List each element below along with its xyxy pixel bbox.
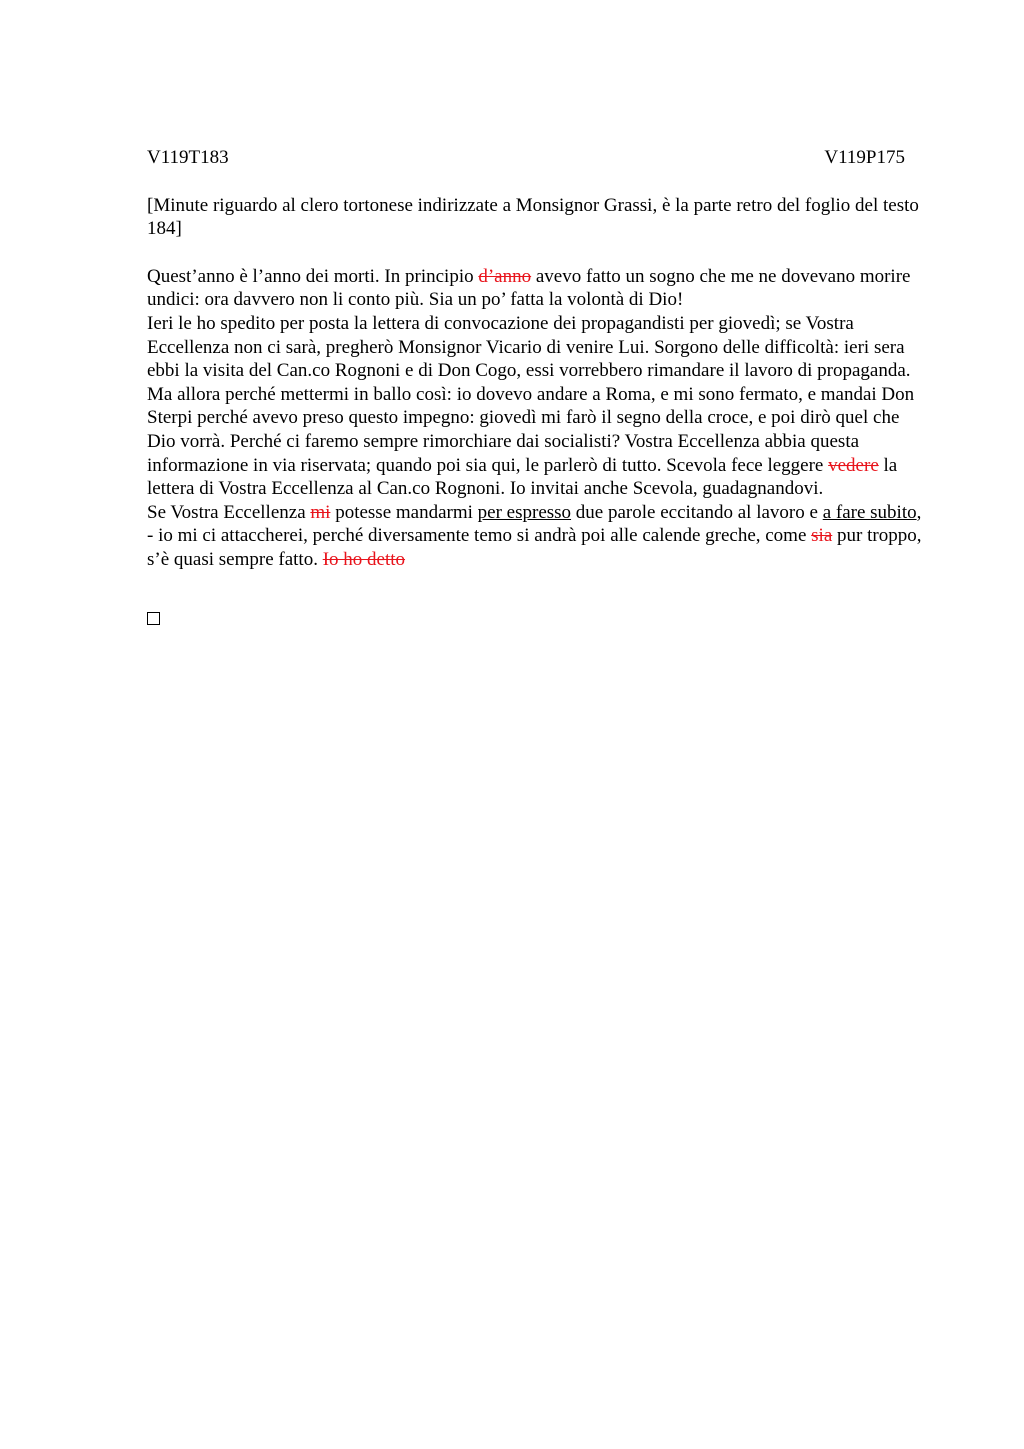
- text-segment: Ieri le ho spedito per posta la lettera di convocazione dei propagandisti per giovedì; se Vostra Eccellenza non ci sarà, pregherò Monsignor Vicario di venire Lui. Sorgono delle difficoltà: ieri sera ebbi la visita del Can.co Rognoni e di Don Cogo, essi vorrebbero rimandare il lavoro di propaganda. Ma allora perché mettermi in ballo così: io dovevo andare a Roma, e mi sono fermato, e mandai Don Sterpi perché avevo preso questo impegno: giovedì mi farò il segno della croce, e poi dirò quel che Dio vorrà. Perché ci faremo sempre rimorchiare dai socialisti? Vostra Eccellenza abbia questa informazione in via riservata; quando poi sia qui, le parlerò di tutto. Scevola fece leggere: [147, 312, 915, 476]
- deleted-text: mi: [310, 501, 331, 523]
- deleted-text: vedere: [828, 454, 879, 476]
- deleted-text: d’anno: [478, 265, 532, 287]
- text-segment: pur troppo, s’è quasi sempre fatto.: [147, 525, 922, 570]
- document-page: [147, 146, 929, 625]
- paragraph-3: [147, 501, 929, 572]
- text-segment: potesse mandarmi: [330, 501, 478, 523]
- text-segment: Se Vostra Eccellenza: [147, 501, 311, 523]
- checkbox-square-icon: [147, 612, 160, 625]
- text-segment: avevo fatto un sogno che me ne dovevano morire undici: ora davvero non li conto più. Sia un po’ fatta la volontà di Dio!: [147, 265, 911, 311]
- text-segment: due parole eccitando al lavoro e: [571, 501, 823, 523]
- deleted-text: Io ho detto: [322, 548, 406, 570]
- paragraph-1: [147, 265, 929, 312]
- right-id: V119P175: [824, 147, 905, 168]
- deleted-text: sia: [811, 525, 833, 547]
- left-id: V119T183: [147, 147, 229, 168]
- paragraph-2: [147, 312, 929, 501]
- underlined-text: per espresso: [477, 501, 572, 523]
- text-segment: , - io mi ci attaccherei, perché diversamente temo si andrà poi alle calende greche, come: [147, 501, 922, 547]
- editorial-note: [Minute riguardo al clero tortonese indirizzate a Monsignor Grassi, è la parte retro del foglio del testo 184]: [147, 194, 919, 240]
- document-ids: [147, 146, 905, 170]
- text-segment: la lettera di Vostra Eccellenza al Can.co Rognoni. Io invitai anche Scevola, guadagnandovi.: [147, 454, 898, 500]
- text-segment: Quest’anno è l’anno dei morti. In principio: [147, 265, 479, 287]
- underlined-text: a fare subito: [822, 501, 917, 523]
- letter-body: [147, 265, 929, 572]
